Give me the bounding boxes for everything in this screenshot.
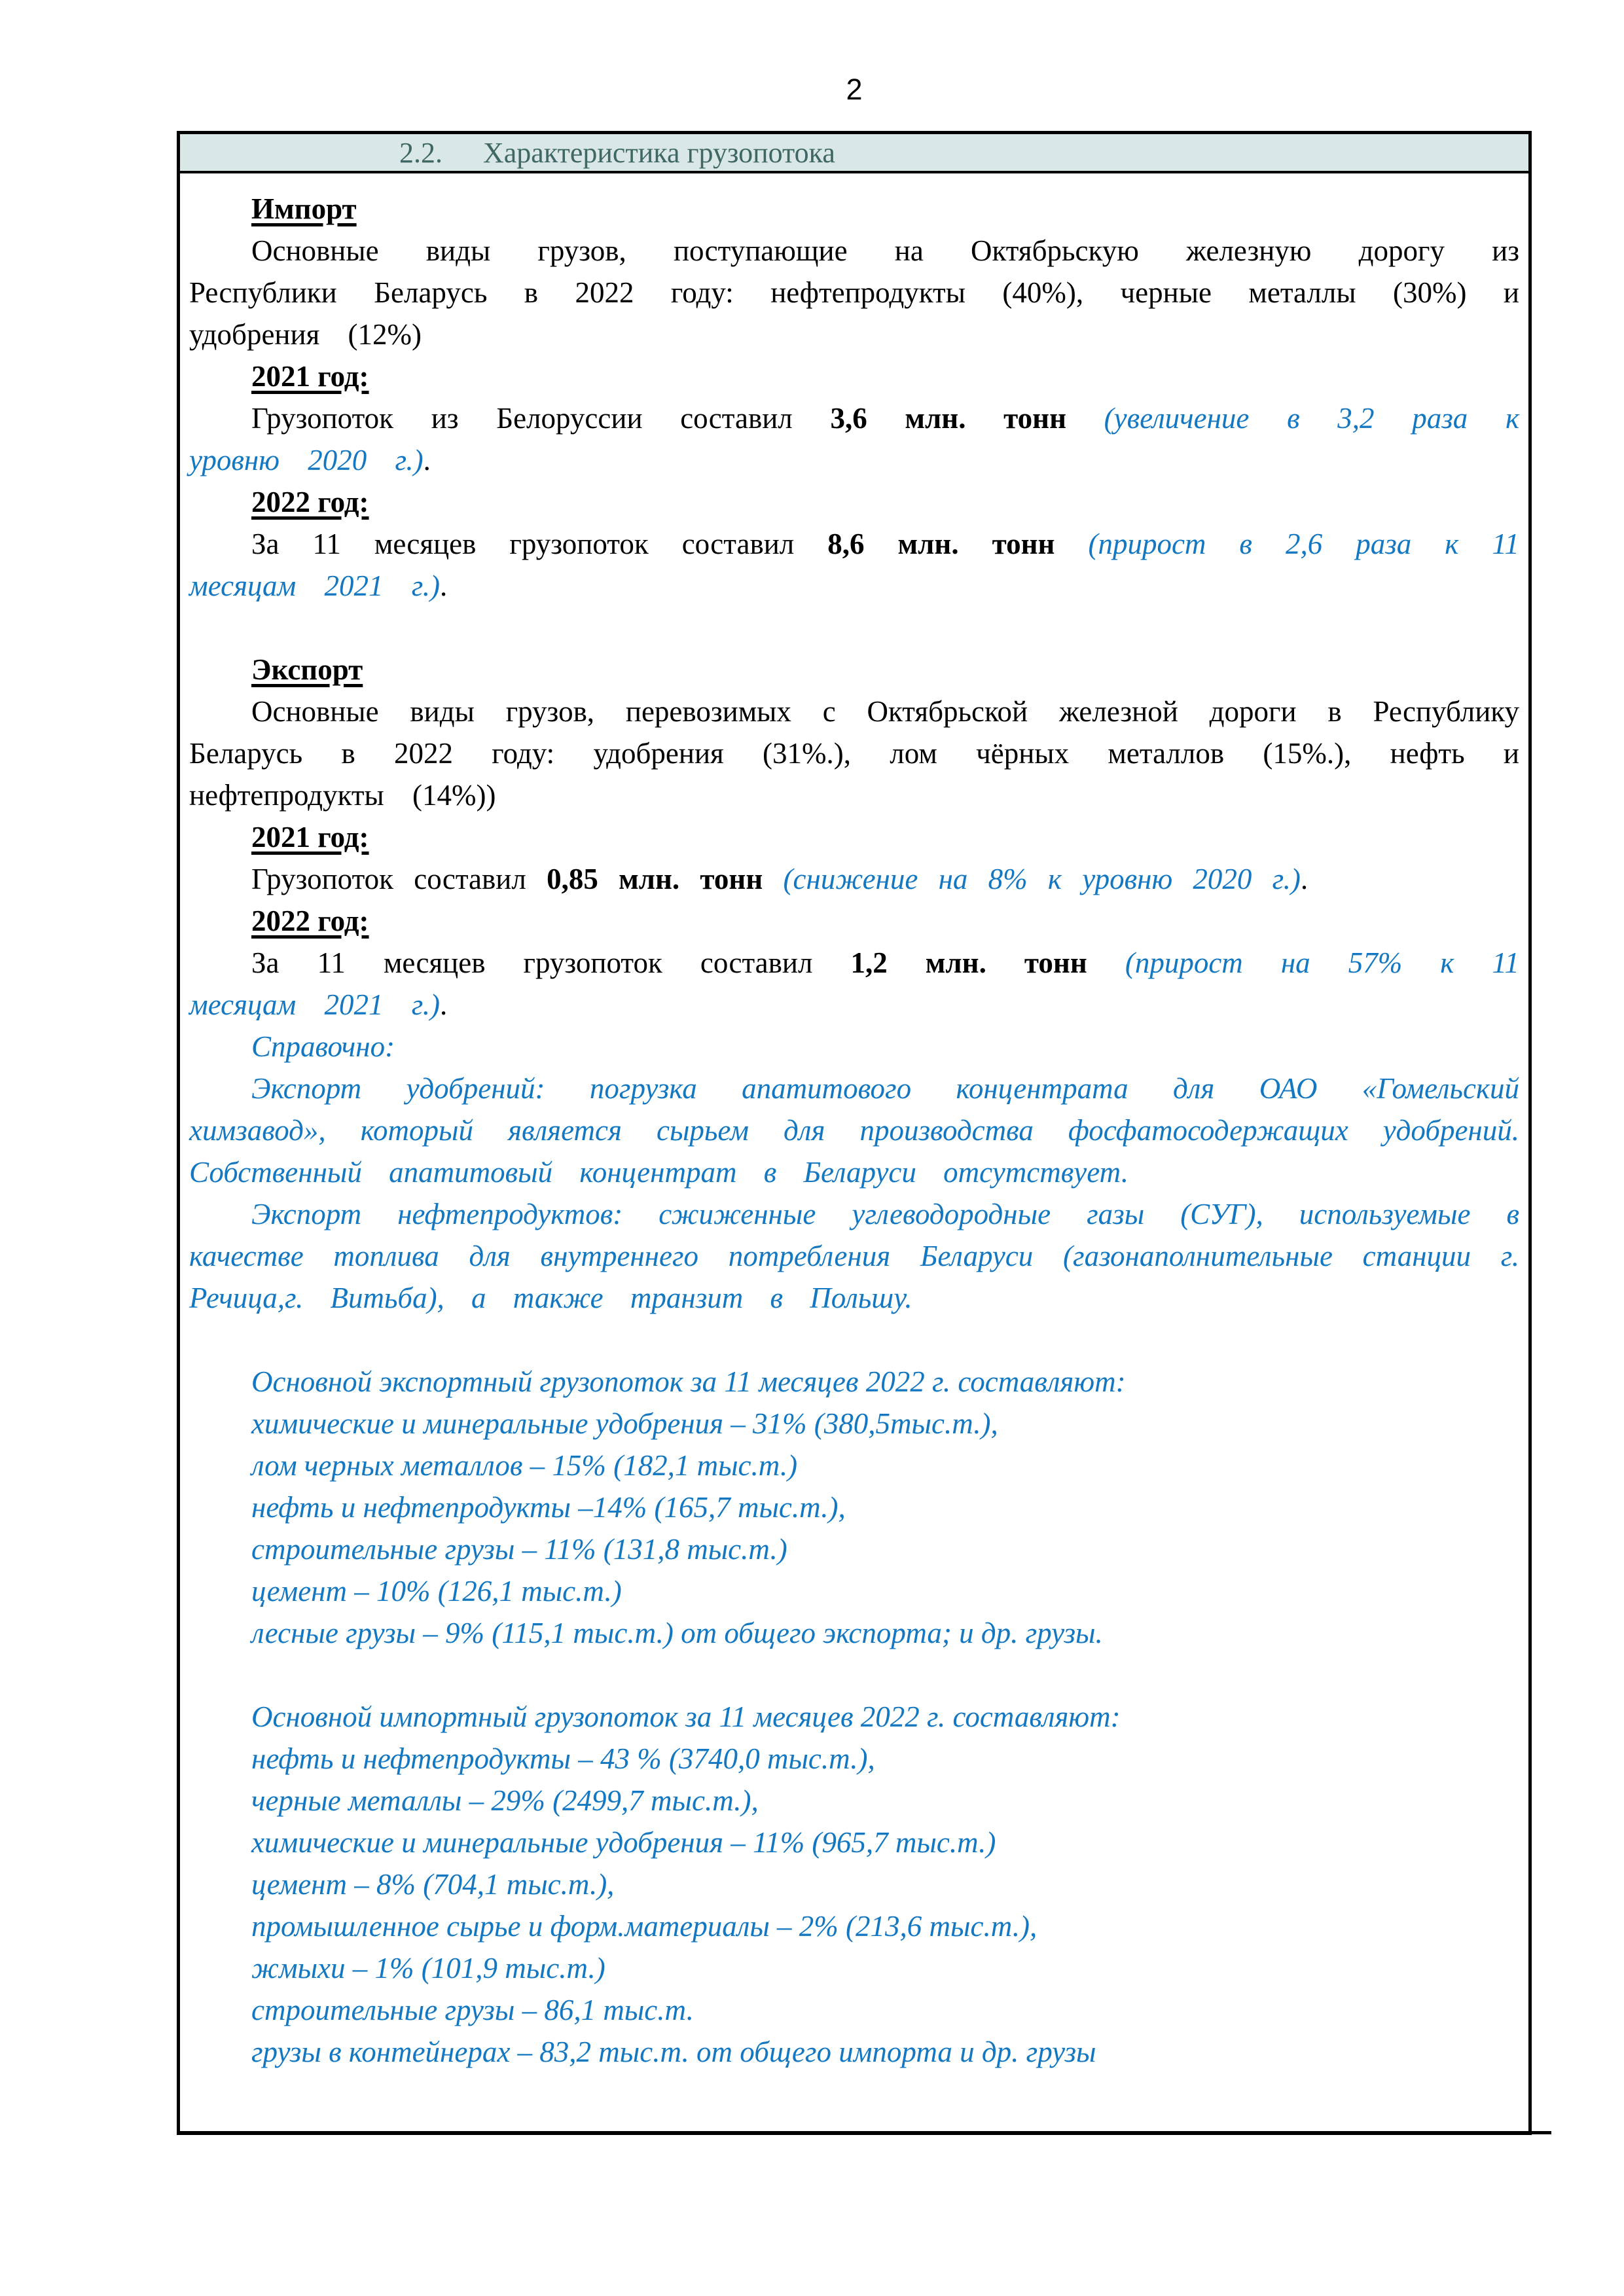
note-paragraph-fertilizers: [189, 1067, 1519, 1193]
import-flow-line: [189, 1821, 1519, 1863]
heading-text: 2022 год:: [251, 905, 369, 937]
accent-run: (увеличение в 3,2 раза к уровню 2020 г.): [189, 402, 1519, 476]
accent-run: нефть и нефтепродукты – 43 % (3740,0 тыс.т.),: [251, 1742, 875, 1775]
bold-run: 0,85 млн. тонн: [547, 863, 763, 895]
import-flow-line: [189, 1947, 1519, 1989]
year-heading-2021: [189, 816, 1519, 858]
text-run: Основные виды грузов, перевозимых с Октябрьской железной дороги в Республику Беларусь в 2022 году: удобрения (31%.), лом чёрных металлов (15%.), нефть и нефтепродукты (14%)): [189, 695, 1519, 812]
import-heading: [189, 188, 1519, 230]
heading-text: 2021 год:: [251, 821, 369, 853]
accent-run: цемент – 10% (126,1 тыс.т.): [251, 1575, 622, 1607]
text-run: .: [1300, 863, 1308, 895]
accent-run: (прирост в 2,6 раза к 11 месяцам 2021 г.): [189, 528, 1519, 602]
export-flow-line: [189, 1444, 1519, 1486]
export-2021-paragraph: [189, 858, 1519, 900]
text-run: Грузопоток из Белоруссии составил: [251, 402, 831, 435]
accent-run: (прирост на 57% к 11 месяцам 2021 г.): [189, 946, 1519, 1021]
import-overview-paragraph: [189, 230, 1519, 355]
note-label: [189, 1026, 1519, 1067]
export-flow-line: [189, 1486, 1519, 1528]
section-header-row: [180, 134, 1528, 173]
export-flow-line: [189, 1612, 1519, 1654]
text-run: .: [423, 444, 431, 476]
accent-run: (снижение на 8% к уровню 2020 г.): [763, 863, 1301, 895]
accent-run: лесные грузы – 9% (115,1 тыс.т.) от общего экспорта; и др. грузы.: [251, 1617, 1103, 1649]
export-flow-header: [189, 1361, 1519, 1403]
accent-run: грузы в контейнерах – 83,2 тыс.т. от общего импорта и др. грузы: [251, 2036, 1096, 2068]
text-run: .: [439, 988, 448, 1021]
accent-run: жмыхи – 1% (101,9 тыс.т.): [251, 1952, 605, 1984]
bold-run: 3,6 млн. тонн: [830, 402, 1066, 435]
import-flow-line: [189, 1738, 1519, 1780]
section-title: Характеристика грузопотока: [483, 136, 835, 169]
heading-text: Экспорт: [251, 653, 363, 686]
accent-run: Справочно:: [251, 1030, 395, 1063]
accent-run: промышленное сырье и форм.материалы – 2% (213,6 тыс.т.),: [251, 1910, 1038, 1943]
export-flow-line: [189, 1403, 1519, 1444]
accent-run: строительные грузы – 86,1 тыс.т.: [251, 1994, 694, 2026]
year-heading-2022: [189, 481, 1519, 523]
bold-run: 1,2 млн. тонн: [850, 946, 1087, 979]
page-number: 2: [846, 73, 863, 106]
export-heading: [189, 649, 1519, 691]
accent-run: Основной экспортный грузопоток за 11 месяцев 2022 г. составляют:: [251, 1365, 1126, 1398]
accent-run: химические и минеральные удобрения – 11% (965,7 тыс.т.): [251, 1826, 996, 1859]
import-flow-header: [189, 1696, 1519, 1738]
accent-run: строительные грузы – 11% (131,8 тыс.т.): [251, 1533, 787, 1566]
section-body: [180, 173, 1528, 2132]
note-paragraph-oil-products: [189, 1193, 1519, 1319]
import-flow-line: [189, 1905, 1519, 1947]
export-overview-paragraph: [189, 691, 1519, 816]
footer-divider: [177, 2131, 1551, 2134]
heading-text: 2021 год:: [251, 360, 369, 393]
text-run: За 11 месяцев грузопоток составил: [251, 946, 851, 979]
blank-line: [189, 607, 1519, 649]
export-flow-line: [189, 1528, 1519, 1570]
accent-run: лом черных металлов – 15% (182,1 тыс.т.): [251, 1449, 798, 1482]
text-run: .: [439, 569, 448, 602]
text-run: За 11 месяцев грузопоток составил: [251, 528, 828, 560]
accent-run: нефть и нефтепродукты –14% (165,7 тыс.т.),: [251, 1491, 846, 1524]
accent-run: черные металлы – 29% (2499,7 тыс.т.),: [251, 1784, 759, 1817]
text-run: Основные виды грузов, поступающие на Октябрьскую железную дорогу из Республики Беларусь в 2022 году: нефтепродукты (40%), черные металлы (30%) и удобрения (12%): [189, 234, 1519, 351]
export-flow-line: [189, 1570, 1519, 1612]
year-heading-2021: [189, 355, 1519, 397]
import-2021-paragraph: [189, 397, 1519, 481]
accent-run: химические и минеральные удобрения – 31% (380,5тыс.т.),: [251, 1407, 998, 1440]
year-heading-2022: [189, 900, 1519, 942]
accent-run: цемент – 8% (704,1 тыс.т.),: [251, 1868, 615, 1901]
accent-run: Основной импортный грузопоток за 11 месяцев 2022 г. составляют:: [251, 1700, 1121, 1733]
text-run: Грузопоток составил: [251, 863, 547, 895]
blank-line: [189, 1319, 1519, 1361]
heading-text: Импорт: [251, 192, 357, 225]
import-flow-line: [189, 1863, 1519, 1905]
cargo-characteristics-table: [177, 131, 1532, 2135]
import-flow-line: [189, 2031, 1519, 2073]
import-2022-paragraph: [189, 523, 1519, 607]
bold-run: 8,6 млн. тонн: [827, 528, 1055, 560]
export-2022-paragraph: [189, 942, 1519, 1026]
blank-line: [189, 1654, 1519, 1696]
import-flow-line: [189, 1989, 1519, 2031]
accent-run: Экспорт нефтепродуктов: сжиженные углеводородные газы (СУГ), используемые в качестве топлива для внутреннего потребления Беларуси (газонаполнительные станции г. Речица,г. Витьба), а также транзит в Польшу.: [189, 1198, 1519, 1314]
heading-text: 2022 год:: [251, 486, 369, 518]
accent-run: Экспорт удобрений: погрузка апатитового концентрата для ОАО «Гомельский химзавод», который является сырьем для производства фосфатосодержащих удобрений. Собственный апатитовый концентрат в Беларуси отсутствует.: [189, 1072, 1519, 1189]
import-flow-line: [189, 1780, 1519, 1821]
section-numbering: 2.2.: [399, 136, 442, 169]
